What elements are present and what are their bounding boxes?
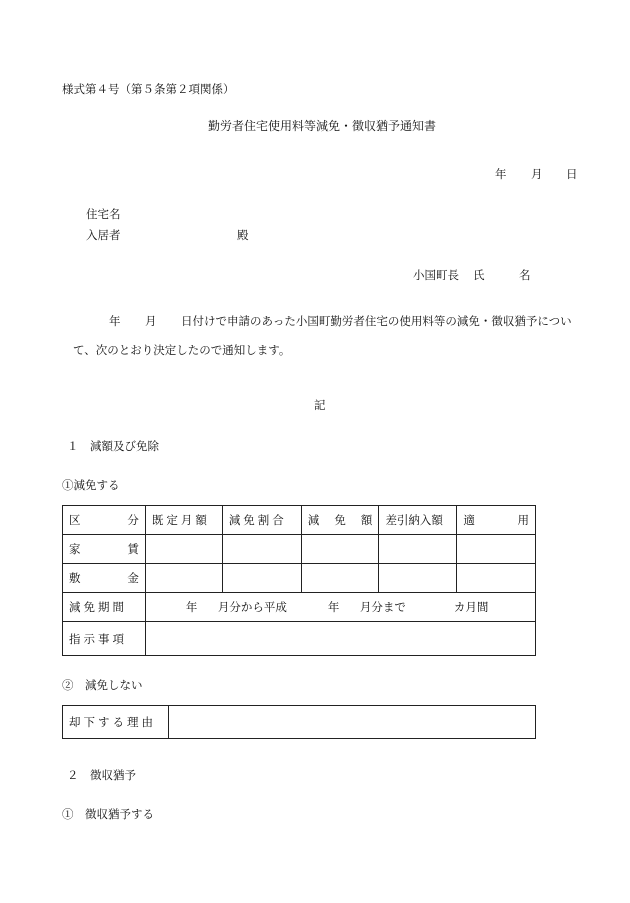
section1-sub2: ② 減免しない (62, 678, 143, 692)
issuer-title: 小国町長 (413, 268, 459, 282)
cell-empty (222, 564, 301, 593)
table-row-period (63, 593, 536, 622)
reduction-table (62, 505, 536, 656)
cell-empty (145, 535, 222, 564)
form-number: 様式第４号（第５条第２項関係） (62, 82, 235, 96)
header-tekiyo: 適 用 (457, 506, 536, 535)
section1-sub1: ①減免する (62, 478, 120, 492)
reject-value (168, 706, 535, 739)
row-shikikin-label: 敷 金 (63, 564, 146, 593)
cell-empty (222, 535, 301, 564)
date-month: 月 (531, 167, 543, 181)
row-kachin-label: 家 賃 (63, 535, 146, 564)
cell-empty (145, 564, 222, 593)
table-row-shikikin (63, 564, 536, 593)
section2-sub1: ① 徴収猶予する (62, 807, 154, 821)
document-title: 勤労者住宅使用料等減免・徴収猶予通知書 (208, 119, 437, 133)
period-value: 年 月分から平成 年 月分まで カ月間 (145, 593, 535, 622)
section2-heading: ２ 徴収猶予 (67, 768, 136, 782)
header-wariai: 減免割合 (222, 506, 301, 535)
cell-empty (301, 535, 379, 564)
body-year: 年 (109, 314, 121, 328)
reject-label: 却下する理由 (63, 706, 169, 739)
cell-empty (379, 564, 457, 593)
honorific: 殿 (237, 228, 249, 242)
cell-empty (301, 564, 379, 593)
date-day: 日 (566, 167, 578, 181)
period-label: 減免期間 (63, 593, 146, 622)
body-line-2: て、次のとおり決定したので通知します。 (73, 343, 291, 357)
ki-marker: 記 (314, 398, 326, 412)
issuer-name-1: 氏 (473, 268, 485, 282)
cell-empty (379, 535, 457, 564)
body-month: 月 (145, 314, 157, 328)
instructions-value (145, 622, 535, 656)
cell-empty (457, 564, 536, 593)
cell-empty (457, 535, 536, 564)
table-row-instructions (63, 622, 536, 656)
table-row-kachin (63, 535, 536, 564)
resident-label: 入居者 (86, 228, 121, 242)
instructions-label: 指示事項 (63, 622, 146, 656)
header-gemmen: 減 免 額 (301, 506, 379, 535)
header-kubun: 区 分 (63, 506, 146, 535)
rejection-table (62, 705, 536, 739)
section1-heading: １ 減額及び免除 (67, 439, 159, 453)
header-sashihiki: 差引納入額 (379, 506, 457, 535)
house-name-label: 住宅名 (86, 207, 121, 221)
body-line-1: 日付けで申請のあった小国町勤労者住宅の使用料等の減免・徴収猶予につい (181, 314, 572, 328)
header-kitei: 既定月額 (145, 506, 222, 535)
table-header-row (63, 506, 536, 535)
issuer-name-2: 名 (519, 268, 531, 282)
date-year: 年 (495, 167, 507, 181)
